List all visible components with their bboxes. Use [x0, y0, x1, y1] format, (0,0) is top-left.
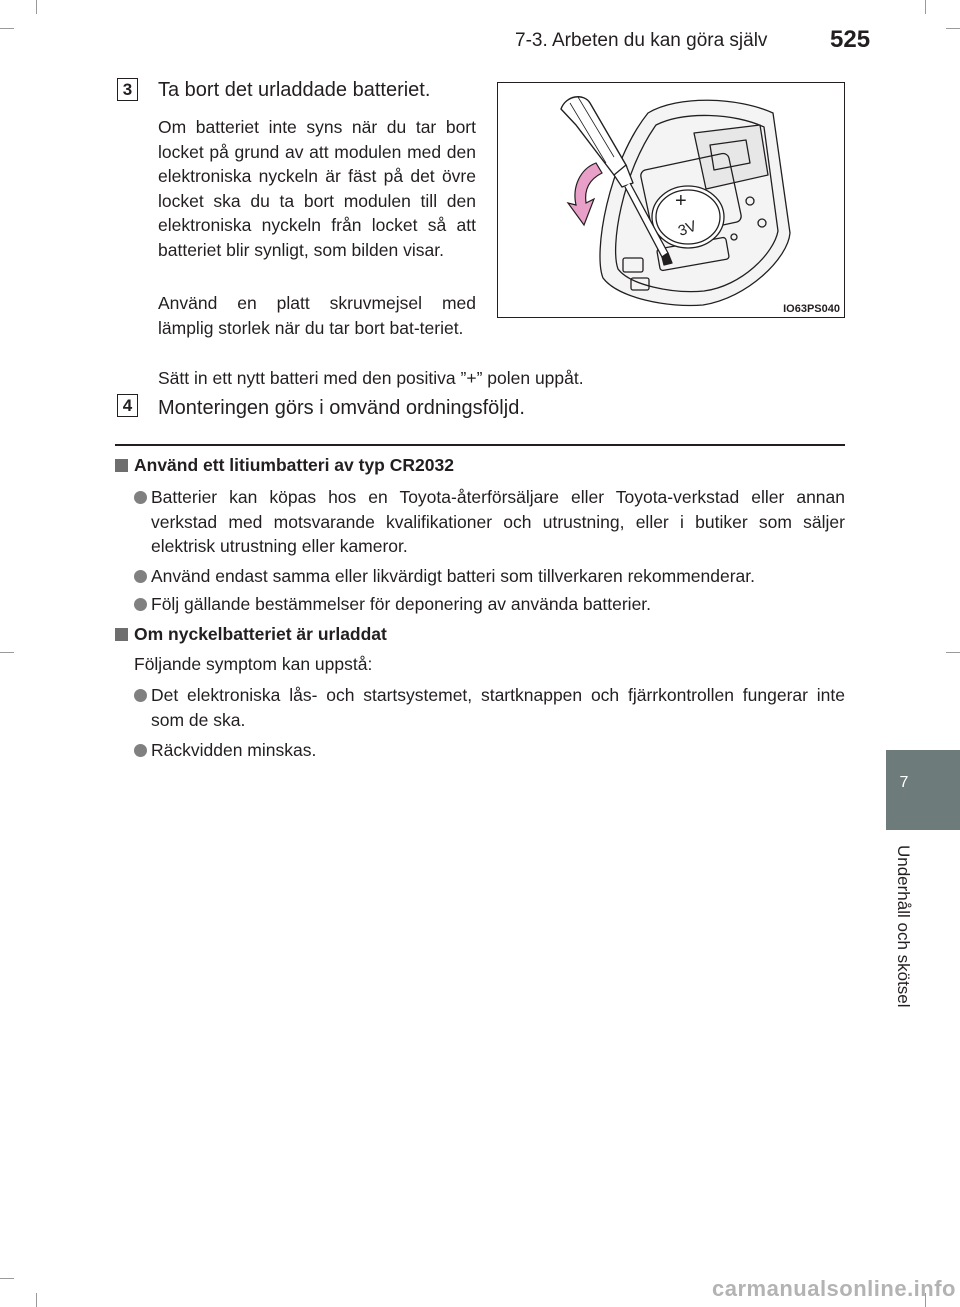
key-fob-illustration	[498, 83, 843, 316]
trim-mark	[946, 28, 960, 29]
trim-mark	[946, 652, 960, 653]
step-3-paragraph-1: Om batteriet inte syns när du tar bort locket på grund av att modulen med den elektroniska nyckeln är fäst på det övre locket ska du ta bort modulen till den elektroniska nyckeln från locket så att batteriet blir synligt, som bilden visar.	[158, 117, 476, 260]
page-number: 525	[830, 26, 871, 53]
battery-voltage-label: 3V	[675, 217, 699, 240]
trim-mark	[0, 28, 14, 29]
step-number-4: 4	[117, 394, 138, 417]
step-3-paragraph-2: Använd en platt skruvmejsel med lämplig storlek när du tar bort bat-teriet.	[158, 293, 476, 338]
rotate-arrow-icon	[568, 163, 602, 225]
chapter-tab-label: Underhåll och skötsel	[894, 845, 913, 1008]
trim-mark	[36, 0, 37, 14]
round-bullet-icon	[134, 744, 147, 757]
trim-mark	[0, 1278, 14, 1279]
trim-mark	[0, 652, 14, 653]
battery-plus-label: +	[675, 190, 687, 212]
bullet-item: Använd endast samma eller likvärdigt batteri som tillverkaren rekommenderar.	[151, 566, 756, 586]
round-bullet-icon	[134, 570, 147, 583]
bullet-item: Räckvidden minskas.	[151, 740, 317, 760]
round-bullet-icon	[134, 598, 147, 611]
section-intro: Följande symptom kan uppstå:	[134, 654, 373, 674]
bullet-item: Batterier kan köpas hos en Toyota-återförsäljare eller Toyota-verkstad eller annan verkstad med motsvarande kvalifikationer och utrustning, eller i butiker som säljer elektrisk utrustning eller kameror.	[151, 487, 845, 556]
chapter-tab-number: 7	[899, 774, 909, 791]
step-4-title: Monteringen görs i omvänd ordningsföljd.	[158, 397, 525, 419]
round-bullet-icon	[134, 491, 147, 504]
bullet-item: Följ gällande bestämmelser för deponering av använda batterier.	[151, 594, 652, 614]
square-bullet-icon	[115, 628, 128, 641]
trim-mark	[36, 1293, 37, 1307]
running-header: 7-3. Arbeten du kan göra själv	[515, 30, 768, 51]
section-heading-battery-type: Använd ett litiumbatteri av typ CR2032	[115, 455, 454, 476]
step-number-3: 3	[117, 78, 138, 101]
battery-removal-figure	[497, 82, 845, 318]
section-divider	[115, 444, 845, 446]
figure-code: IO63PS040	[783, 303, 840, 315]
bullet-item: Det elektroniska lås- och startsystemet, startknappen och fjärrkontrollen fungerar inte som de ska.	[151, 685, 845, 730]
section-heading-discharged-battery: Om nyckelbatteriet är urladdat	[115, 624, 387, 645]
watermark: carmanualsonline.info	[712, 1276, 956, 1301]
round-bullet-icon	[134, 689, 147, 702]
trim-mark	[925, 0, 926, 14]
square-bullet-icon	[115, 459, 128, 472]
step-3-paragraph-3: Sätt in ett nytt batteri med den positiva ”+” polen uppåt.	[158, 368, 584, 388]
step-3-title: Ta bort det urladdade batteriet.	[158, 79, 431, 101]
